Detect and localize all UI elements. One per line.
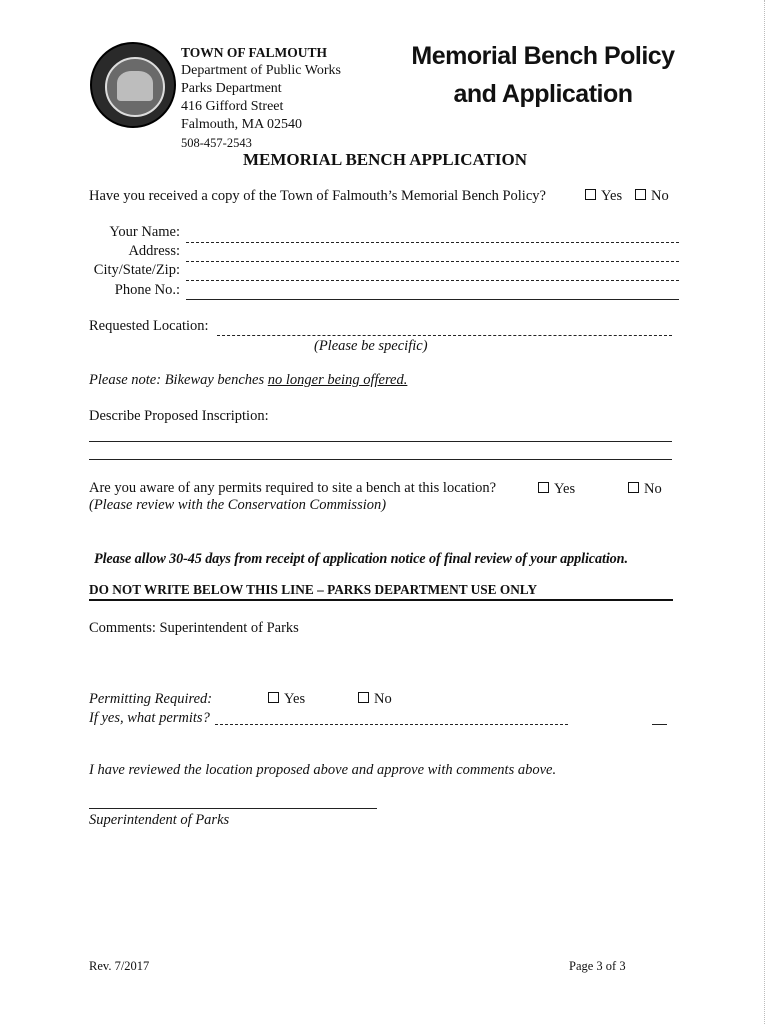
reviewed-statement: I have reviewed the location proposed above and approve with comments above. [89, 762, 557, 778]
department: Department of Public Works [181, 63, 341, 78]
office-use-header: DO NOT WRITE BELOW THIS LINE – PARKS DEPARTMENT USE ONLY [89, 582, 538, 597]
review-time-notice: Please allow 30-45 days from receipt of application notice of final review of your application. [94, 551, 628, 567]
location-field[interactable] [217, 335, 672, 336]
location-label: Requested Location: [89, 318, 209, 334]
bikeway-note-underlined: no longer being offered. [267, 372, 408, 388]
permitting-no-checkbox[interactable] [358, 692, 369, 703]
phone-number: 508-457-2543 [181, 136, 252, 150]
permitting-required-label: Permitting Required: [89, 691, 213, 707]
signature-label: Superintendent of Parks [89, 812, 230, 828]
permits-field-end [652, 724, 667, 725]
inscription-label: Describe Proposed Inscription: [89, 408, 269, 424]
policy-question: Have you received a copy of the Town of Falmouth’s Memorial Bench Policy? [89, 188, 546, 204]
name-label: Your Name: [109, 224, 180, 240]
permitting-yes-label: Yes [284, 691, 306, 707]
permitting-no-label: No [374, 691, 392, 707]
permits-yes-label: Yes [554, 481, 576, 497]
address-field[interactable] [186, 261, 679, 262]
comments-label: Comments: Superintendent of Parks [89, 620, 299, 636]
policy-no-checkbox[interactable] [635, 189, 646, 200]
bikeway-note [89, 372, 407, 389]
permits-yes-checkbox[interactable] [538, 482, 549, 493]
org-name: TOWN OF FALMOUTH [181, 45, 328, 60]
office-use-divider [89, 599, 673, 601]
policy-yes-checkbox[interactable] [585, 189, 596, 200]
inscription-line-1[interactable] [89, 441, 672, 442]
permits-field[interactable] [215, 724, 568, 725]
city-address: Falmouth, MA 02540 [181, 117, 302, 132]
inscription-line-2[interactable] [89, 459, 672, 460]
street-address: 416 Gifford Street [181, 99, 284, 114]
revision-date: Rev. 7/2017 [89, 959, 150, 973]
permitting-no-option[interactable] [358, 691, 392, 708]
permits-no-checkbox[interactable] [628, 482, 639, 493]
title-line-2: and Application [453, 80, 633, 108]
policy-no-label: No [651, 188, 669, 204]
permits-hint: (Please review with the Conservation Commission) [89, 497, 387, 513]
permits-no-label: No [644, 481, 662, 497]
phone-label: Phone No.: [114, 282, 180, 298]
name-field[interactable] [186, 242, 679, 243]
city-state-zip-label: City/State/Zip: [93, 262, 180, 278]
permits-no-option[interactable] [628, 481, 662, 498]
page-number: Page 3 of 3 [569, 959, 626, 973]
policy-yes-option[interactable] [585, 188, 622, 205]
permitting-yes-checkbox[interactable] [268, 692, 279, 703]
bikeway-note-prefix: Please note: Bikeway benches [89, 372, 268, 388]
permits-question: Are you aware of any permits required to site a bench at this location? [89, 480, 497, 496]
permits-yes-option[interactable] [538, 481, 575, 498]
form-title: MEMORIAL BENCH APPLICATION [243, 150, 527, 169]
if-yes-label: If yes, what permits? [89, 710, 210, 726]
town-seal-logo [90, 42, 176, 128]
city-state-zip-field[interactable] [186, 280, 679, 281]
scan-edge [764, 0, 766, 1024]
policy-yes-label: Yes [601, 188, 623, 204]
permitting-yes-option[interactable] [268, 691, 305, 708]
policy-no-option[interactable] [635, 188, 669, 205]
signature-line[interactable] [89, 808, 377, 809]
location-hint: (Please be specific) [314, 338, 428, 354]
phone-field[interactable] [186, 299, 679, 300]
title-line-1: Memorial Bench Policy [411, 42, 675, 70]
address-label: Address: [128, 243, 180, 259]
sub-department: Parks Department [181, 81, 282, 96]
